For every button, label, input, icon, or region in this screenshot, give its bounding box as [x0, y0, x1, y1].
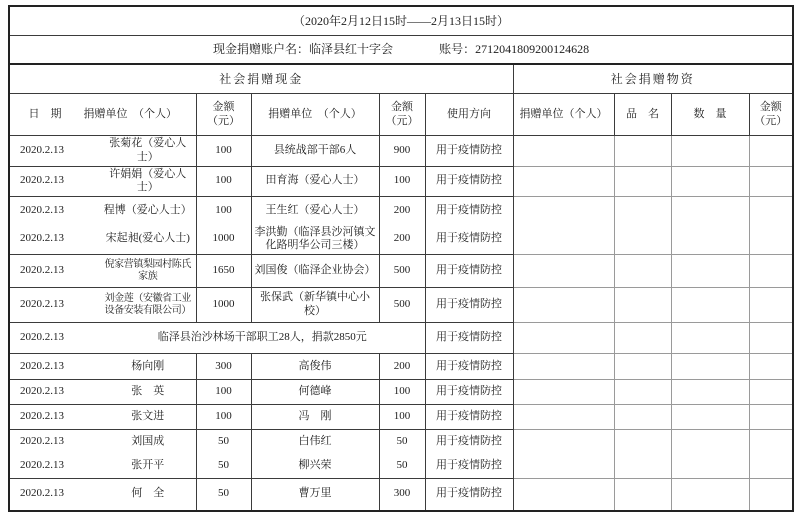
header-usage: 使用方向: [425, 94, 513, 136]
merged-text-cell: [9, 323, 425, 354]
table-row: [9, 136, 793, 167]
amount-cell: 500: [379, 288, 425, 323]
table-row: [9, 380, 793, 405]
table-row: [9, 225, 793, 255]
date-text: 2020.2.13: [20, 458, 64, 471]
amount-cell: 50: [196, 454, 251, 479]
date-text: 2020.2.13: [20, 359, 64, 372]
date-text: 2020.2.13: [20, 174, 64, 187]
goods-donor-cell: [513, 225, 614, 255]
goods-donor-cell: [513, 197, 614, 225]
donor-cell: 白伟红: [251, 430, 379, 454]
usage-cell: 用于疫情防控: [425, 323, 513, 354]
table-row: [9, 166, 793, 197]
amount-cell: 100: [196, 405, 251, 430]
goods-donor-cell: [513, 166, 614, 197]
date-donor-cell: [9, 288, 196, 323]
goods-item-cell: [614, 136, 671, 167]
amount-cell: 200: [379, 225, 425, 255]
usage-cell: 用于疫情防控: [425, 166, 513, 197]
account-number-value: 2712041809200124628: [475, 42, 590, 56]
date-text: 2020.2.13: [20, 410, 64, 423]
donor-cell: 刘国俊（临泽企业协会）: [251, 255, 379, 288]
usage-cell: 用于疫情防控: [425, 225, 513, 255]
goods-qty-cell: [671, 288, 749, 323]
date-donor-cell: [9, 225, 196, 255]
donor-name: 刘国成: [131, 434, 165, 447]
donor-name: 张菊花（爱心人士）: [109, 137, 187, 163]
donor-cell: 李洪勤（临泽县沙河镇文化路明华公司三楼）: [251, 225, 379, 255]
date-text: 2020.2.13: [20, 298, 64, 311]
donor-cell: 柳兴荣: [251, 454, 379, 479]
header-amount-2: [379, 94, 425, 136]
donor-cell: 张保武（新华镇中心小校）: [251, 288, 379, 323]
column-headers-row: [9, 94, 793, 136]
goods-donor-cell: [513, 323, 614, 354]
account-row: [9, 36, 793, 65]
date-donor-cell: [9, 479, 196, 511]
goods-item-cell: [614, 323, 671, 354]
donor-name: 杨向刚: [131, 359, 165, 372]
merged-text: 临泽县治沙林场干部职工28人，捐款2850元: [157, 331, 367, 344]
usage-cell: 用于疫情防控: [425, 405, 513, 430]
goods-donor-cell: [513, 454, 614, 479]
amount-cell: 50: [379, 454, 425, 479]
account-name-value: 临泽县红十字会: [309, 42, 394, 56]
amount-cell: 100: [196, 136, 251, 167]
date-text: 2020.2.13: [20, 264, 64, 277]
goods-item-cell: [614, 380, 671, 405]
goods-qty-cell: [671, 225, 749, 255]
header-goods-item: 品 名: [614, 94, 671, 136]
goods-amount-cell: [749, 288, 793, 323]
date-text: 2020.2.13: [20, 232, 64, 245]
amount-cell: 1000: [196, 288, 251, 323]
amount-cell: 50: [196, 430, 251, 454]
date-donor-cell: [9, 380, 196, 405]
goods-amount-cell: [749, 479, 793, 511]
goods-item-cell: [614, 166, 671, 197]
amount-cell: 100: [196, 380, 251, 405]
usage-cell: 用于疫情防控: [425, 479, 513, 511]
goods-qty-cell: [671, 197, 749, 225]
goods-qty-cell: [671, 166, 749, 197]
amount-label: 金额: [212, 100, 235, 113]
amount-label: 金额: [391, 100, 413, 113]
amount-cell: 100: [196, 166, 251, 197]
goods-qty-cell: [671, 430, 749, 454]
goods-item-cell: [614, 405, 671, 430]
donor-name: 何 全: [131, 487, 165, 500]
goods-qty-cell: [671, 380, 749, 405]
section-goods-header: 社会捐赠物资: [513, 64, 793, 94]
amount-cell: 200: [379, 197, 425, 225]
usage-cell: 用于疫情防控: [425, 197, 513, 225]
goods-donor-cell: [513, 405, 614, 430]
amount-cell: 300: [379, 479, 425, 511]
date-text: 2020.2.13: [20, 203, 64, 216]
amount-cell: 1000: [196, 225, 251, 255]
donation-table: [8, 5, 794, 512]
table-row: [9, 479, 793, 511]
goods-qty-cell: [671, 323, 749, 354]
section-cash-header: 社会捐赠现金: [9, 64, 513, 94]
amount-cell: 100: [379, 405, 425, 430]
usage-cell: 用于疫情防控: [425, 380, 513, 405]
donor-cell: 王生红（爱心人士）: [251, 197, 379, 225]
date-donor-cell: [9, 136, 196, 167]
goods-qty-cell: [671, 454, 749, 479]
goods-donor-cell: [513, 354, 614, 380]
header-goods-amount: [749, 94, 793, 136]
header-goods-qty: 数 量: [671, 94, 749, 136]
donor-name: 许娟娟（爱心人士）: [109, 167, 187, 194]
donor-cell: 何德峰: [251, 380, 379, 405]
date-text: 2020.2.13: [20, 434, 64, 447]
date-donor-cell: [9, 255, 196, 288]
header-donor-2: 捐赠单位 （个人）: [251, 94, 379, 136]
goods-amount-cell: [749, 166, 793, 197]
usage-cell: 用于疫情防控: [425, 354, 513, 380]
date-text: 2020.2.13: [20, 331, 64, 344]
amount-cell: 1650: [196, 255, 251, 288]
header-amount-1: [196, 94, 251, 136]
goods-item-cell: [614, 197, 671, 225]
goods-donor-cell: [513, 288, 614, 323]
period-title-row: [9, 6, 793, 36]
donor-name: 宋起昶(爱心人士): [105, 232, 190, 245]
goods-item-cell: [614, 454, 671, 479]
header-goods-donor: 捐赠单位（个人）: [513, 94, 614, 136]
table-row: [9, 405, 793, 430]
donor-cell: 高俊伟: [251, 354, 379, 380]
goods-item-cell: [614, 430, 671, 454]
date-donor-cell: [9, 405, 196, 430]
amount-cell: 100: [379, 166, 425, 197]
donor-name: 张 英: [131, 385, 165, 398]
account-number-label: 账号：: [439, 42, 476, 56]
donor-name: 刘金莲（安徽省工业设备安装有限公司）: [104, 292, 191, 316]
table-row: [9, 430, 793, 454]
table-row: [9, 197, 793, 225]
donor-cell: 县统战部干部6人: [251, 136, 379, 167]
goods-amount-cell: [749, 454, 793, 479]
sections-row: [9, 64, 793, 94]
amount-unit: （元）: [385, 114, 419, 127]
donor-cell: 田育海（爱心人士）: [251, 166, 379, 197]
donor-name: 程博（爱心人士）: [103, 203, 192, 216]
goods-amount-cell: [749, 380, 793, 405]
amount-cell: 100: [379, 380, 425, 405]
account-name-label: 现金捐赠账户名：: [213, 42, 310, 56]
header-date-donor: 日 期 捐赠单位 （个人）: [9, 94, 196, 136]
amount-cell: 200: [379, 354, 425, 380]
amount-label: 金额: [759, 100, 782, 113]
amount-cell: 50: [196, 479, 251, 511]
date-donor-cell: [9, 430, 196, 454]
goods-amount-cell: [749, 323, 793, 354]
amount-unit: （元）: [754, 114, 788, 127]
goods-amount-cell: [749, 354, 793, 380]
amount-cell: 500: [379, 255, 425, 288]
donation-table-body: [9, 136, 793, 511]
goods-qty-cell: [671, 354, 749, 380]
donor-name: 张文进: [131, 410, 165, 423]
usage-cell: 用于疫情防控: [425, 454, 513, 479]
goods-amount-cell: [749, 255, 793, 288]
table-row: [9, 354, 793, 380]
goods-item-cell: [614, 288, 671, 323]
goods-amount-cell: [749, 197, 793, 225]
goods-amount-cell: [749, 225, 793, 255]
account-line: [9, 36, 793, 65]
goods-item-cell: [614, 255, 671, 288]
goods-item-cell: [614, 225, 671, 255]
goods-donor-cell: [513, 479, 614, 511]
period-title: （2020年2月12日15时——2月13日15时）: [9, 6, 793, 36]
usage-cell: 用于疫情防控: [425, 430, 513, 454]
amount-cell: 100: [196, 197, 251, 225]
table-row: [9, 288, 793, 323]
goods-amount-cell: [749, 405, 793, 430]
goods-qty-cell: [671, 255, 749, 288]
goods-qty-cell: [671, 405, 749, 430]
goods-amount-cell: [749, 136, 793, 167]
date-donor-cell: [9, 197, 196, 225]
goods-amount-cell: [749, 430, 793, 454]
donor-cell: 冯 刚: [251, 405, 379, 430]
usage-cell: 用于疫情防控: [425, 136, 513, 167]
donor-cell: 曹万里: [251, 479, 379, 511]
goods-qty-cell: [671, 479, 749, 511]
goods-item-cell: [614, 479, 671, 511]
donor-name: 倪家营镇梨园村陈氏家族: [104, 258, 191, 282]
date-donor-cell: [9, 454, 196, 479]
goods-donor-cell: [513, 136, 614, 167]
donor-name: 张开平: [131, 458, 165, 471]
date-text: 2020.2.13: [20, 487, 64, 500]
date-donor-cell: [9, 166, 196, 197]
goods-item-cell: [614, 354, 671, 380]
amount-cell: 900: [379, 136, 425, 167]
date-text: 2020.2.13: [20, 385, 64, 398]
goods-donor-cell: [513, 430, 614, 454]
amount-cell: 300: [196, 354, 251, 380]
table-row-merged: [9, 323, 793, 354]
goods-donor-cell: [513, 255, 614, 288]
amount-cell: 50: [379, 430, 425, 454]
usage-cell: 用于疫情防控: [425, 288, 513, 323]
goods-donor-cell: [513, 380, 614, 405]
date-text: 2020.2.13: [20, 143, 64, 156]
amount-unit: （元）: [207, 114, 240, 127]
goods-qty-cell: [671, 136, 749, 167]
table-row: [9, 255, 793, 288]
date-donor-cell: [9, 354, 196, 380]
table-row: [9, 454, 793, 479]
usage-cell: 用于疫情防控: [425, 255, 513, 288]
